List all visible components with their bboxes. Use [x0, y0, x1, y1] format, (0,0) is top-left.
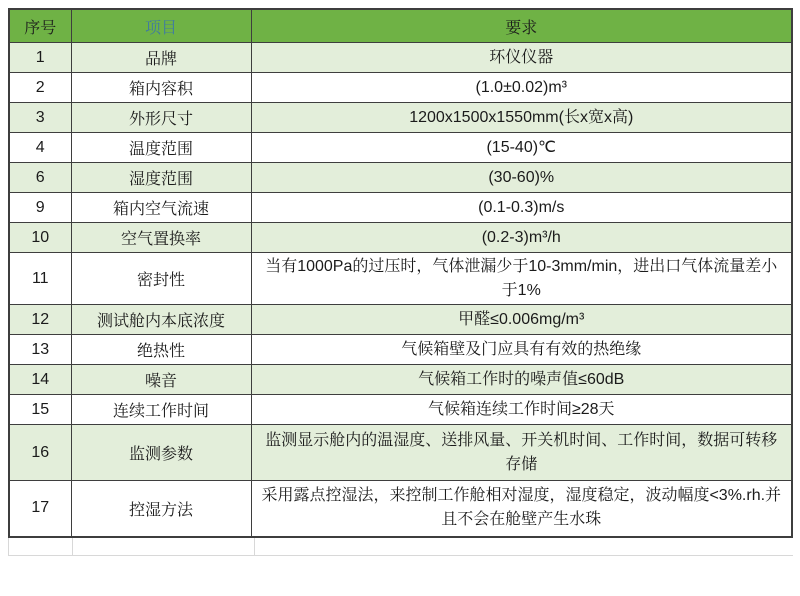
row-item-cell: 品牌: [71, 43, 251, 73]
row-item-cell: 外形尺寸: [71, 103, 251, 133]
table-row: [9, 43, 792, 73]
row-no-cell: 14: [9, 365, 71, 395]
row-item-cell: 箱内容积: [71, 73, 251, 103]
table-row: [9, 133, 792, 163]
row-req-cell: 环仪仪器: [251, 43, 792, 73]
row-item-cell: 密封性: [71, 253, 251, 305]
row-req-cell: 监测显示舱内的温湿度、送排风量、开关机时间、工作时间，数据可转移存储: [251, 425, 792, 481]
row-item-cell: 连续工作时间: [71, 395, 251, 425]
row-req-cell: 当有1000Pa的过压时，气体泄漏少于10-3mm/min，进出口气体流量差小于1%: [251, 253, 792, 305]
table-row: [9, 481, 792, 537]
row-req-cell: 采用露点控湿法，来控制工作舱相对湿度，湿度稳定，波动幅度<3%.rh.并且不会在舱壁产生水珠: [251, 481, 792, 537]
row-no-cell: 9: [9, 193, 71, 223]
table-row: [9, 305, 792, 335]
row-req-cell: 甲醛≤0.006mg/m³: [251, 305, 792, 335]
table-row: [9, 73, 792, 103]
header-cell-item: 项目: [71, 9, 251, 43]
table-row: [9, 335, 792, 365]
row-no-cell: 3: [9, 103, 71, 133]
row-no-cell: 13: [9, 335, 71, 365]
header-row: [9, 9, 792, 43]
row-req-cell: (1.0±0.02)m³: [251, 73, 792, 103]
spec-table-wrap: [8, 8, 793, 556]
row-req-cell: 气候箱工作时的噪声值≤60dB: [251, 365, 792, 395]
row-item-cell: 测试舱内本底浓度: [71, 305, 251, 335]
row-no-cell: 10: [9, 223, 71, 253]
empty-cell: [9, 538, 73, 555]
row-no-cell: 6: [9, 163, 71, 193]
table-row: [9, 163, 792, 193]
table-row: [9, 223, 792, 253]
row-item-cell: 控湿方法: [71, 481, 251, 537]
row-item-cell: 箱内空气流速: [71, 193, 251, 223]
table-row: [9, 103, 792, 133]
table-row: [9, 395, 792, 425]
empty-spreadsheet-row: [8, 538, 793, 556]
row-item-cell: 监测参数: [71, 425, 251, 481]
header-cell-req: 要求: [251, 9, 792, 43]
row-no-cell: 2: [9, 73, 71, 103]
empty-cell: [73, 538, 255, 555]
row-item-cell: 绝热性: [71, 335, 251, 365]
spec-table: [8, 8, 793, 538]
row-item-cell: 空气置换率: [71, 223, 251, 253]
row-item-cell: 噪音: [71, 365, 251, 395]
row-req-cell: 气候箱壁及门应具有有效的热绝缘: [251, 335, 792, 365]
row-no-cell: 17: [9, 481, 71, 537]
row-req-cell: (30-60)%: [251, 163, 792, 193]
table-row: [9, 425, 792, 481]
row-item-cell: 温度范围: [71, 133, 251, 163]
row-no-cell: 15: [9, 395, 71, 425]
row-no-cell: 11: [9, 253, 71, 305]
row-item-cell: 湿度范围: [71, 163, 251, 193]
row-req-cell: (0.1-0.3)m/s: [251, 193, 792, 223]
header-cell-no: 序号: [9, 9, 71, 43]
row-req-cell: 1200x1500x1550mm(长x宽x高): [251, 103, 792, 133]
row-req-cell: (0.2-3)m³/h: [251, 223, 792, 253]
table-row: [9, 365, 792, 395]
empty-cell: [255, 538, 793, 555]
row-no-cell: 16: [9, 425, 71, 481]
row-no-cell: 4: [9, 133, 71, 163]
table-row: [9, 253, 792, 305]
row-req-cell: (15-40)℃: [251, 133, 792, 163]
table-row: [9, 193, 792, 223]
row-no-cell: 1: [9, 43, 71, 73]
row-req-cell: 气候箱连续工作时间≥28天: [251, 395, 792, 425]
row-no-cell: 12: [9, 305, 71, 335]
